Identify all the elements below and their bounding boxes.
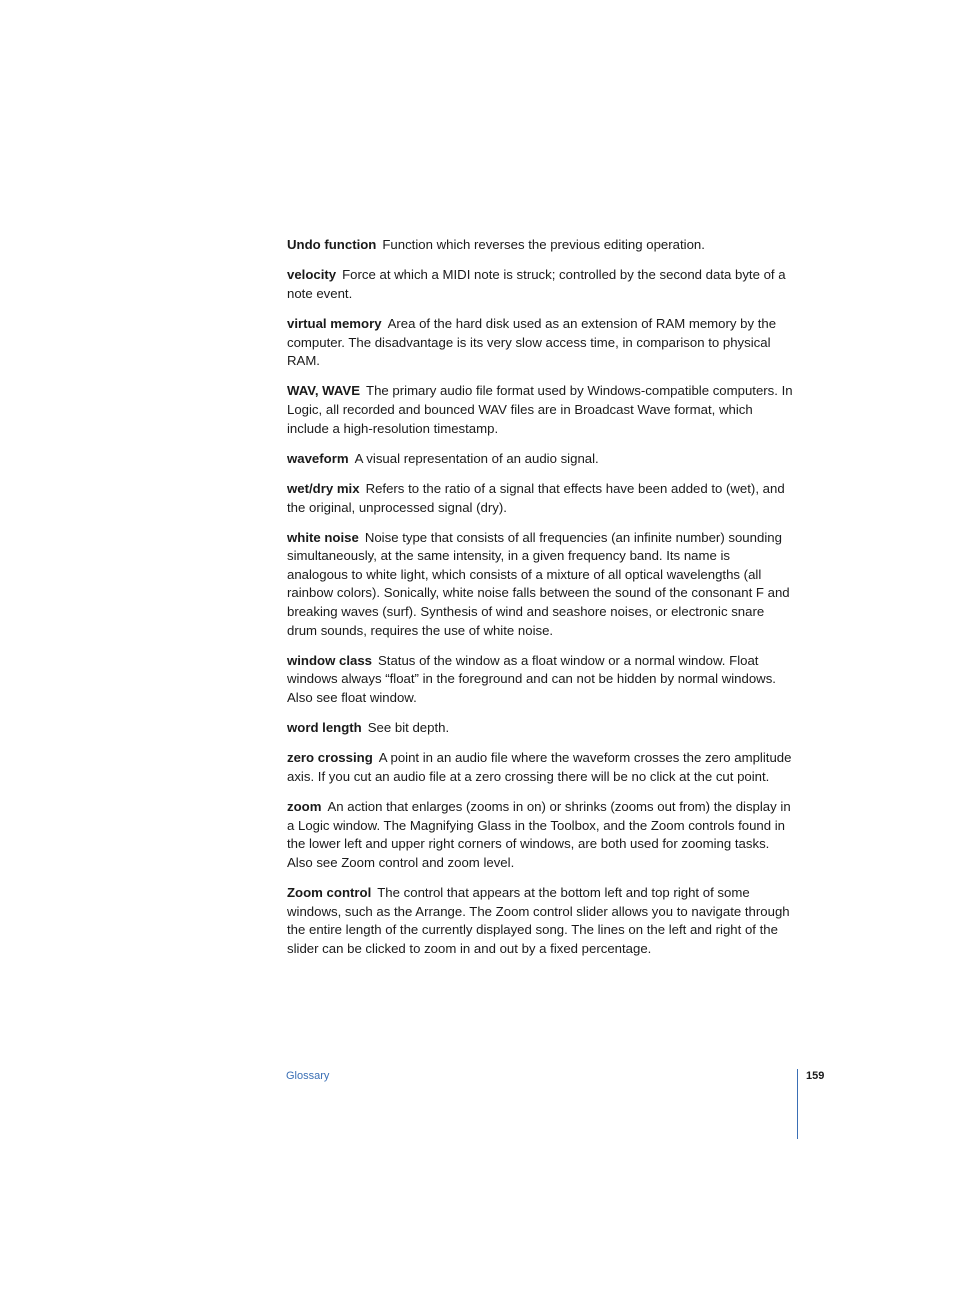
glossary-term: WAV, WAVE bbox=[287, 383, 361, 399]
footer-divider bbox=[797, 1069, 798, 1139]
glossary-definition: The primary audio file format used by Windows-compatible computers. In Logic, all recorded and bounced WAV files are in Broadcast Wave format, which include a high-resolution timestamp. bbox=[287, 383, 793, 436]
glossary-definition: An action that enlarges (zooms in on) or shrinks (zooms out from) the display in a Logic window. The Magnifying Glass in the Toolbox, and the Zoom controls found in the lower left and upper right corners of windows, are both used for zooming tasks. Also see Zoom control and zoom level. bbox=[287, 799, 791, 870]
glossary-entry bbox=[287, 450, 793, 469]
glossary-entry bbox=[287, 266, 793, 303]
glossary-term: wet/dry mix bbox=[287, 480, 360, 496]
glossary-entry bbox=[287, 529, 793, 641]
glossary-entry bbox=[287, 236, 793, 255]
glossary-term: Zoom control bbox=[287, 885, 372, 901]
glossary-term: white noise bbox=[287, 529, 359, 545]
footer-section-title: Glossary bbox=[286, 1070, 330, 1082]
glossary-definition: A visual representation of an audio signal. bbox=[354, 450, 599, 466]
glossary-definition: A point in an audio file where the waveform crosses the zero amplitude axis. If you cut an audio file at a zero crossing there will be no click at the cut point. bbox=[287, 750, 792, 784]
glossary-definition: See bit depth. bbox=[367, 720, 450, 736]
page-number: 159 bbox=[806, 1070, 825, 1082]
glossary-entry bbox=[287, 884, 793, 958]
glossary-entry bbox=[287, 382, 793, 438]
glossary-definition: Area of the hard disk used as an extension of RAM memory by the computer. The disadvantage is its very slow access time, in comparison to physical RAM. bbox=[287, 315, 777, 369]
glossary-entry bbox=[287, 798, 793, 872]
glossary-term: zero crossing bbox=[287, 750, 373, 766]
glossary-definition: Refers to the ratio of a signal that effects have been added to (wet), and the original, unprocessed signal (dry). bbox=[287, 480, 785, 515]
glossary-term: zoom bbox=[287, 799, 322, 815]
glossary-definition: Noise type that consists of all frequencies (an infinite number) sounding simultaneously, at the same intensity, in a given frequency band. Its name is analogous to white light, which consists of a mixture of all optical wavelengths (all rainbow colors). Sonically, white noise falls between the sound of the consonant F and breaking waves (surf). Synthesis of wind and seashore noises, or electronic snare drum sounds, requires the use of white noise. bbox=[287, 529, 790, 638]
glossary-term: window class bbox=[287, 652, 373, 668]
glossary-term: word length bbox=[287, 720, 362, 736]
glossary-term: Undo function bbox=[287, 237, 377, 252]
glossary-definition: The control that appears at the bottom left and top right of some windows, such as the Arrange. The Zoom control slider allows you to navigate through the entire length of the currently displayed song. The lines on the left and right of the slider can be clicked to zoom in and out by a fixed percentage. bbox=[287, 885, 790, 956]
glossary-term: waveform bbox=[287, 450, 349, 466]
glossary-entry bbox=[287, 719, 793, 738]
glossary-term: velocity bbox=[287, 267, 337, 283]
glossary-entry bbox=[287, 652, 793, 708]
glossary-entry bbox=[287, 749, 793, 786]
glossary-term: virtual memory bbox=[287, 315, 382, 331]
glossary-definition: Force at which a MIDI note is struck; controlled by the second data byte of a note event. bbox=[287, 267, 786, 301]
glossary-entry bbox=[287, 480, 793, 517]
glossary-entry bbox=[287, 315, 793, 371]
glossary-definition: Status of the window as a float window or a normal window. Float windows always “float” in the foreground and can not be hidden by normal windows. Also see float window. bbox=[287, 652, 776, 706]
glossary-list bbox=[287, 236, 793, 970]
glossary-definition: Function which reverses the previous editing operation. bbox=[382, 237, 705, 252]
